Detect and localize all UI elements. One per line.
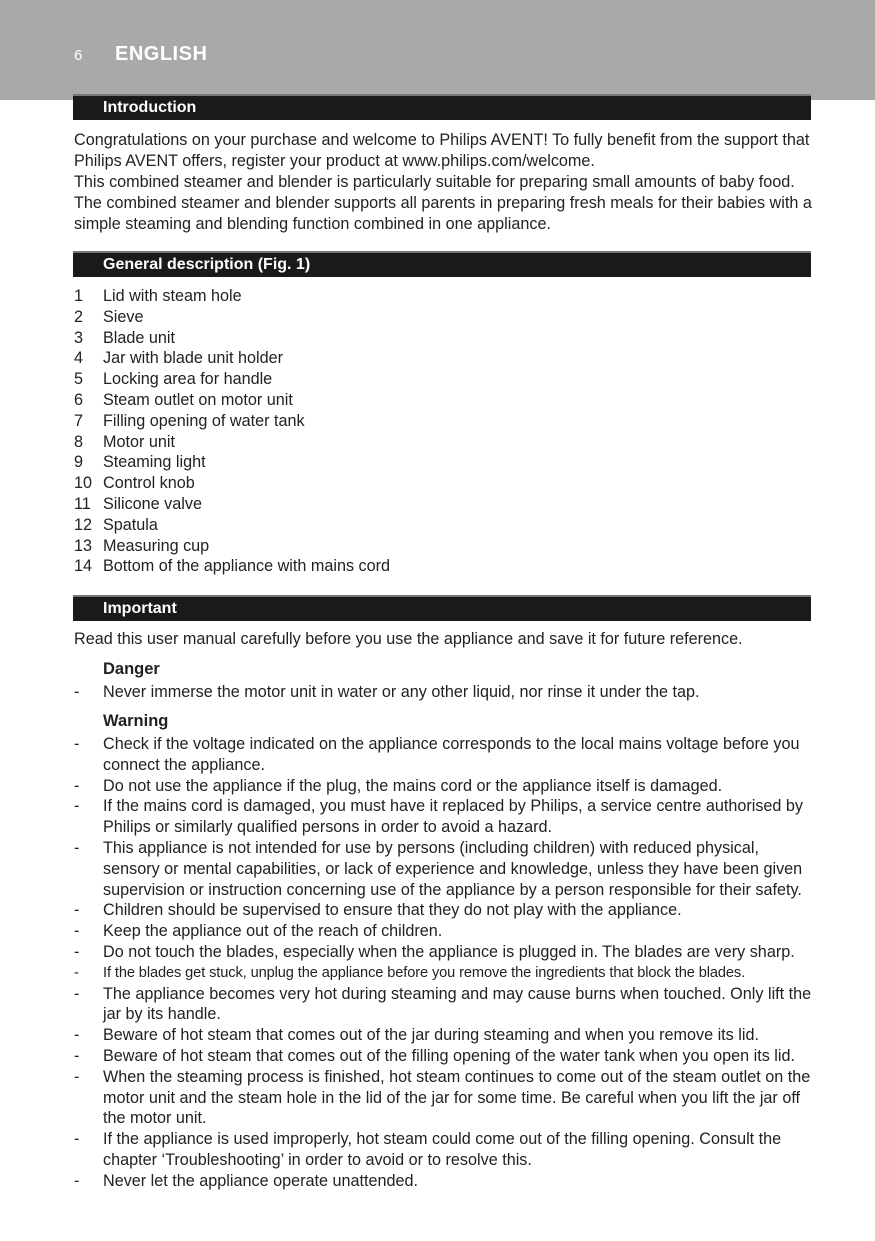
- list-item: 10 Control knob: [74, 474, 195, 493]
- list-item: 4 Jar with blade unit holder: [74, 349, 283, 368]
- list-item: 8 Motor unit: [74, 432, 175, 451]
- warning-list: [74, 734, 814, 1192]
- list-item: 6 Steam outlet on motor unit: [74, 390, 293, 409]
- section-title: Introduction: [103, 99, 197, 116]
- header-band: [0, 0, 875, 100]
- list-item: - Beware of hot steam that comes out of the filling opening of the water tank when you open its lid.: [74, 1046, 795, 1065]
- warning-heading: Warning: [103, 712, 169, 730]
- list-item: - When the steaming process is finished, hot steam continues to come out of the steam outlet on the motor unit and the steam hole in the lid of the jar for some time. Be careful when you lift the jar off the motor unit.: [74, 1067, 811, 1128]
- section-header-introduction: [73, 94, 811, 120]
- list-item: - Keep the appliance out of the reach of children.: [74, 922, 443, 941]
- section-title: General description (Fig. 1): [103, 256, 311, 273]
- language-title: ENGLISH: [115, 43, 208, 65]
- intro-paragraph: This combined steamer and blender is particularly suitable for preparing small amounts of baby food. The combined steamer and blender supports all parents in preparing fresh meals for their babies with a simple steaming and blending function combined in one appliance.: [74, 173, 812, 233]
- list-item: - If the blades get stuck, unplug the appliance before you remove the ingredients that block the blades.: [74, 964, 746, 981]
- list-item: - Beware of hot steam that comes out of the jar during steaming and when you remove its lid.: [74, 1026, 759, 1045]
- parts-list: [74, 286, 814, 577]
- list-item: - Check if the voltage indicated on the appliance corresponds to the local mains voltage before you connect the appliance.: [74, 735, 800, 774]
- list-item: - Never immerse the motor unit in water or any other liquid, nor rinse it under the tap.: [74, 683, 700, 701]
- list-item: - Children should be supervised to ensure that they do not play with the appliance.: [74, 901, 682, 920]
- danger-list: [74, 682, 814, 703]
- list-item: 12 Spatula: [74, 515, 158, 534]
- section-header-important: [73, 595, 811, 621]
- list-item: 14 Bottom of the appliance with mains cord: [74, 557, 391, 576]
- list-item: - Do not use the appliance if the plug, the mains cord or the appliance itself is damaged.: [74, 776, 723, 795]
- list-item: - If the appliance is used improperly, hot steam could come out of the filling opening. Consult the chapter ‘Troubleshooting’ in order to avoid or to resolve this.: [74, 1130, 782, 1169]
- list-item: 13 Measuring cup: [74, 536, 210, 555]
- list-item: 3 Blade unit: [74, 328, 175, 347]
- list-item: 5 Locking area for handle: [74, 370, 273, 389]
- section-header-general-description: [73, 251, 811, 277]
- section-title: Important: [103, 600, 177, 617]
- page-number: 6: [74, 47, 83, 64]
- list-item: 2 Sieve: [74, 307, 144, 326]
- introduction-text: [74, 130, 814, 235]
- list-item: 11 Silicone valve: [74, 494, 202, 513]
- list-item: 7 Filling opening of water tank: [74, 411, 305, 430]
- list-item: - This appliance is not intended for use by persons (including children) with reduced physical, sensory or mental capabilities, or lack of experience and knowledge, unless they have been given supervision or instruction concerning use of the appliance by a person responsible for their safety.: [74, 838, 803, 899]
- list-item: - Do not touch the blades, especially when the appliance is plugged in. The blades are very sharp.: [74, 942, 795, 961]
- intro-paragraph: Congratulations on your purchase and welcome to Philips AVENT! To fully benefit from the support that Philips AVENT offers, register your product at www.philips.com/welcome.: [74, 131, 810, 170]
- list-item: 9 Steaming light: [74, 453, 206, 472]
- list-item: - Never let the appliance operate unattended.: [74, 1171, 418, 1190]
- list-item: - The appliance becomes very hot during steaming and may cause burns when touched. Only lift the jar by its handle.: [74, 984, 812, 1024]
- important-intro: Read this user manual carefully before you use the appliance and save it for future reference.: [74, 630, 743, 648]
- list-item: 1 Lid with steam hole: [74, 287, 242, 305]
- list-item: - If the mains cord is damaged, you must have it replaced by Philips, a service centre authorised by Philips or similarly qualified persons in order to avoid a hazard.: [74, 797, 804, 837]
- danger-heading: Danger: [103, 660, 160, 678]
